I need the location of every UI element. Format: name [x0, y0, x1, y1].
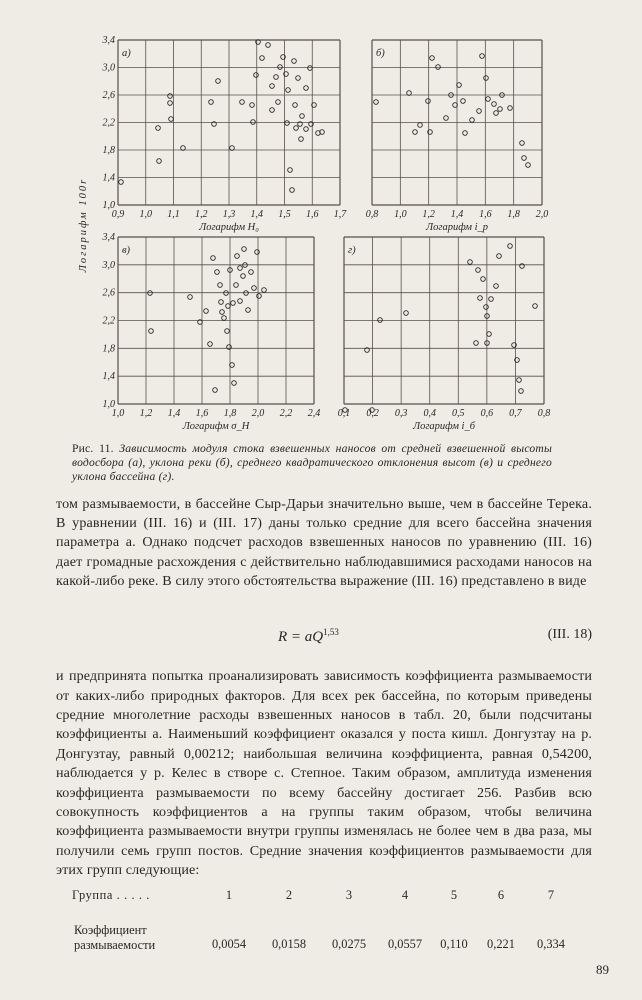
- data-point: [270, 108, 275, 113]
- x-tick-label: 0,8: [365, 209, 379, 220]
- y-tick-label: 3,4: [102, 35, 115, 46]
- x-tick-label: 0,9: [111, 209, 125, 220]
- data-point: [213, 388, 218, 393]
- data-point: [240, 100, 245, 105]
- data-point: [235, 254, 240, 259]
- data-point: [169, 117, 174, 122]
- data-point: [149, 329, 154, 334]
- data-point: [444, 116, 449, 121]
- data-point: [288, 168, 293, 173]
- x-tick-label: 1,0: [394, 209, 407, 220]
- x-tick-label: 1,2: [422, 209, 435, 220]
- data-point: [498, 107, 503, 112]
- data-point: [209, 100, 214, 105]
- data-point: [225, 329, 230, 334]
- data-point: [436, 65, 441, 70]
- data-point: [497, 254, 502, 259]
- x-tick-label: 2,2: [279, 408, 293, 419]
- data-point: [468, 260, 473, 265]
- paragraph-1-text: том размываемости, в бассейне Сыр-Дарьи значительно выше, чем в бассейне Терека. В уравнении (III. 16) и (III. 17) даны только средние для всего бассейна значения параметра a. Однако подсчет расходов взвешенных наносов по уравнению (III. 16) дает громадные расхождения с действительно наблюдавшимися расходами наносов на какой-либо реке. В силу этого обстоятельства выражение (III. 16) представлено в виде: [56, 496, 592, 589]
- data-point: [232, 381, 237, 386]
- data-point: [489, 297, 494, 302]
- data-point: [168, 101, 173, 106]
- data-point: [520, 141, 525, 146]
- x-axis-label: Логарифм i_p: [425, 222, 489, 233]
- table-cell: 0,0054: [211, 937, 247, 951]
- x-axis-label: Логарифм H₀: [199, 222, 259, 233]
- x-axis-label: Логарифм σ_H: [182, 421, 250, 432]
- panel-letter: в): [122, 245, 131, 256]
- table-cell: 0,0557: [387, 937, 423, 951]
- page-number: 89: [596, 962, 609, 977]
- table-cell: 4: [401, 888, 409, 902]
- data-point: [486, 97, 491, 102]
- formula-iii-18: [56, 627, 592, 649]
- data-point: [470, 118, 475, 123]
- x-tick-label: 2,0: [251, 408, 265, 419]
- data-point: [374, 100, 379, 105]
- data-point: [519, 389, 524, 394]
- data-point: [278, 65, 283, 70]
- data-point: [156, 126, 161, 131]
- y-axis-label: Логарифм 100r: [78, 177, 89, 273]
- data-point: [378, 318, 383, 323]
- table-cell: 0,0275: [331, 937, 367, 951]
- x-tick-label: 1,4: [450, 209, 464, 220]
- x-tick-label: 1,4: [250, 209, 263, 220]
- data-point: [290, 188, 295, 193]
- x-tick-label: 0,7: [509, 408, 522, 419]
- scatter-plots: [0, 0, 642, 440]
- data-point: [522, 156, 527, 161]
- formula-body: R = aQ: [278, 629, 324, 645]
- data-point: [430, 56, 435, 61]
- x-tick-label: 0,8: [537, 408, 551, 419]
- paragraph-2-text: и предпринята попытка проанализировать зависимость коэффициента размываемости от каких-либо природных факторов. Для всех рек бассейна, по которым приведены средние многолетние расходы взвешенных наносов в табл. 20, были подсчитаны коэффициенты a. Наименьший коэффициент оказался у поста кишл. Донгузтау на р. Донгузтау, равный 0,00212; наибольшая величина коэффициента, равная 0,54200, наблюдается у р. Келес в створе с. Степное. Таким образом, амплитуда изменения коэффициента размываемости по всему бассейну достигает 256. Разбив всю совокупность коэффициентов a на группы таким образом, чтобы величина коэффициента размываемости внутри группы изменялась не более чем в два раза, мы получили семь групп постов. Средние значения коэффициентов размываемости для этих групп следующие:: [56, 668, 592, 879]
- x-tick-label: 1,3: [222, 209, 236, 220]
- data-point: [246, 308, 251, 313]
- data-point: [461, 99, 466, 104]
- table-cell: 2: [285, 888, 293, 902]
- x-tick-label: 1,5: [278, 209, 291, 220]
- x-tick-label: 2,0: [535, 209, 549, 220]
- y-tick-label: 1,8: [102, 145, 115, 156]
- table-cell: 0,110: [440, 937, 468, 951]
- x-axis-label: Логарифм i_б: [412, 421, 476, 432]
- figure-caption: [72, 442, 552, 483]
- x-tick-label: 1,8: [507, 209, 520, 220]
- panel-letter: б): [376, 48, 385, 59]
- data-point: [218, 283, 223, 288]
- data-point: [222, 316, 227, 321]
- data-point: [292, 59, 297, 64]
- data-point: [526, 163, 531, 168]
- table-cell: 0,334: [537, 937, 565, 951]
- x-tick-label: 1,4: [167, 408, 181, 419]
- data-point: [252, 286, 257, 291]
- data-point: [241, 274, 246, 279]
- panel-letter: г): [348, 245, 356, 256]
- x-tick-label: 2,4: [307, 408, 321, 419]
- data-point: [204, 309, 209, 314]
- data-point: [476, 268, 481, 273]
- data-point: [238, 299, 243, 304]
- data-point: [119, 180, 124, 185]
- data-point: [304, 86, 309, 91]
- table-label-coefficient: Коэффициент размываемости: [74, 923, 156, 952]
- data-point: [296, 76, 301, 81]
- data-point: [157, 159, 162, 164]
- data-point: [257, 294, 262, 299]
- data-point: [494, 284, 499, 289]
- data-point: [220, 310, 225, 315]
- x-tick-label: 1,6: [479, 209, 492, 220]
- x-tick-label: 0,1: [337, 408, 351, 419]
- data-point: [474, 341, 479, 346]
- formula-exponent: 1,53: [323, 627, 339, 637]
- table-cell: 3: [345, 888, 353, 902]
- data-point: [255, 250, 260, 255]
- x-tick-label: 0,5: [452, 408, 465, 419]
- table-cell: 0,221: [487, 937, 515, 951]
- y-tick-label: 1,0: [102, 200, 115, 211]
- data-point: [478, 296, 483, 301]
- data-point: [249, 270, 254, 275]
- data-point: [231, 301, 236, 306]
- data-point: [270, 84, 275, 89]
- data-point: [168, 94, 173, 99]
- data-point: [300, 114, 305, 119]
- x-tick-label: 0,4: [423, 408, 436, 419]
- x-tick-label: 1,8: [223, 408, 237, 419]
- x-tick-label: 0,6: [480, 408, 494, 419]
- data-point: [238, 266, 243, 271]
- table-cell: 0,0158: [271, 937, 307, 951]
- x-tick-label: 0,2: [366, 408, 379, 419]
- data-point: [276, 100, 281, 105]
- y-tick-label: 3,0: [102, 62, 115, 74]
- x-tick-label: 1,0: [139, 209, 152, 220]
- data-point: [494, 111, 499, 116]
- y-tick-label: 2,2: [102, 315, 115, 327]
- x-tick-label: 1,7: [333, 209, 347, 220]
- y-tick-label: 2,6: [102, 287, 115, 299]
- data-point: [262, 288, 267, 293]
- x-tick-label: 1,0: [111, 408, 125, 419]
- caption-lead: Рис. 11.: [72, 442, 114, 455]
- y-tick-label: 2,6: [102, 90, 115, 101]
- data-point: [188, 295, 193, 300]
- paragraph-2: [56, 653, 592, 895]
- data-point: [426, 99, 431, 104]
- data-point: [404, 311, 409, 316]
- x-tick-label: 1,1: [167, 209, 180, 220]
- table-cell: 1: [225, 888, 233, 902]
- x-tick-label: 1,2: [195, 209, 208, 220]
- data-point: [260, 56, 265, 61]
- data-point: [251, 120, 256, 125]
- caption-text: Зависимость модуля стока взвешенных наносов от средней взвешенной высоты водосбора (а), уклона реки (б), среднего квадратического отклонения высот (в) и среднего уклона бассейна (г).: [72, 442, 552, 483]
- data-point: [477, 109, 482, 114]
- data-point: [517, 378, 522, 383]
- x-tick-label: 0,3: [394, 408, 408, 419]
- data-point: [286, 88, 291, 93]
- table-cell: 7: [547, 888, 555, 902]
- data-point: [299, 137, 304, 142]
- data-point: [234, 283, 239, 288]
- table-cell: 5: [450, 888, 458, 902]
- y-tick-label: 3,0: [102, 259, 115, 271]
- y-tick-label: 3,4: [102, 232, 115, 243]
- paragraph-1: [56, 495, 592, 591]
- data-point: [418, 123, 423, 128]
- table-cell: 6: [497, 888, 505, 902]
- data-point: [208, 342, 213, 347]
- y-tick-label: 1,8: [102, 343, 115, 355]
- y-tick-label: 1,0: [102, 399, 115, 410]
- data-point: [492, 102, 497, 107]
- data-point: [304, 127, 309, 132]
- y-tick-label: 1,4: [102, 172, 115, 184]
- data-point: [413, 130, 418, 135]
- data-point: [487, 332, 492, 337]
- data-point: [481, 277, 486, 282]
- table-label-group: Группа . . . . .: [72, 888, 150, 902]
- data-point: [480, 54, 485, 59]
- data-point: [211, 256, 216, 261]
- data-point: [520, 264, 525, 269]
- data-point: [266, 43, 271, 48]
- data-point: [285, 121, 290, 126]
- data-point: [463, 131, 468, 136]
- x-tick-label: 1,2: [139, 408, 153, 419]
- data-point: [308, 66, 313, 71]
- data-point: [242, 247, 247, 252]
- data-point: [484, 305, 489, 310]
- x-tick-label: 1,6: [195, 408, 209, 419]
- x-tick-label: 1,6: [306, 209, 319, 220]
- formula-number: (III. 18): [547, 627, 592, 642]
- panel-letter: а): [122, 48, 131, 59]
- y-tick-label: 1,4: [102, 371, 115, 383]
- data-point: [219, 300, 224, 305]
- data-point: [294, 126, 299, 131]
- data-point: [508, 244, 513, 249]
- data-point: [293, 103, 298, 108]
- data-point: [484, 76, 489, 81]
- data-point: [216, 79, 221, 84]
- formula-expression: [278, 627, 339, 646]
- data-point: [533, 304, 538, 309]
- data-point: [250, 103, 255, 108]
- data-point: [254, 73, 259, 78]
- data-point: [215, 270, 220, 275]
- y-tick-label: 2,2: [102, 117, 115, 129]
- figure-11: [0, 0, 642, 440]
- data-point: [274, 75, 279, 80]
- data-point: [508, 106, 513, 111]
